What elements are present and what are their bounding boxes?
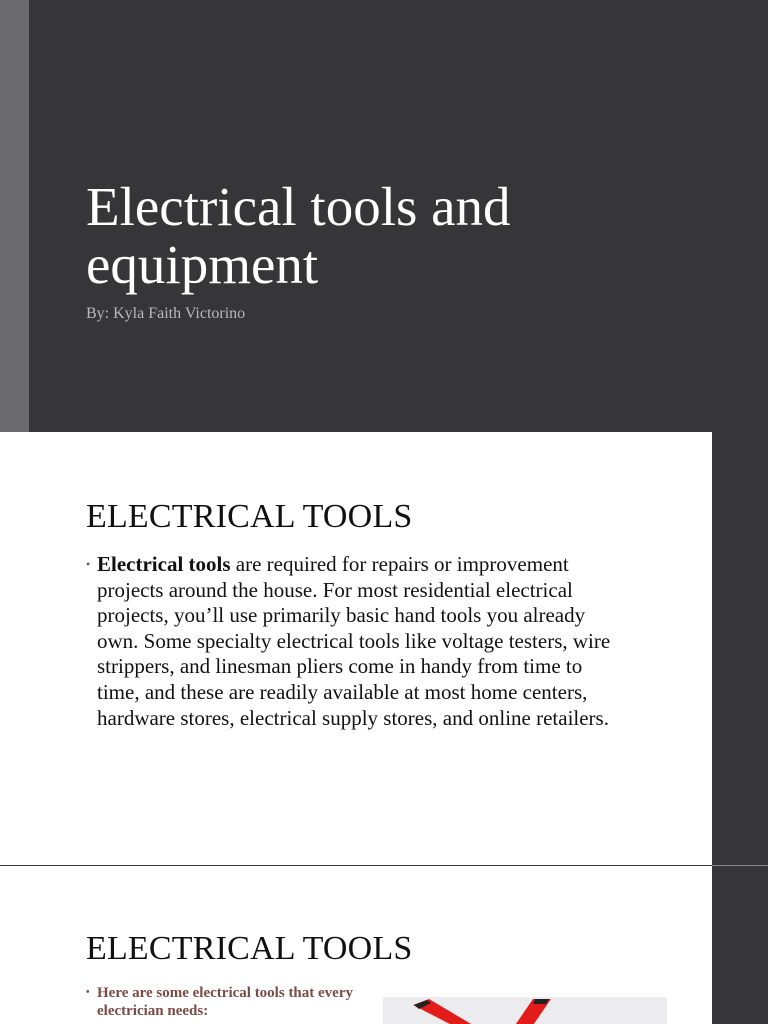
slide-heading: ELECTRICAL TOOLS xyxy=(86,930,413,967)
accent-bar xyxy=(0,0,29,432)
pliers-icon xyxy=(383,997,667,1024)
bullet-icon: • xyxy=(86,557,91,571)
content-slide-1 xyxy=(0,432,712,865)
pliers-photo xyxy=(383,997,667,1024)
slide-heading: ELECTRICAL TOOLS xyxy=(86,498,413,535)
slide-divider xyxy=(712,865,768,866)
bullet-text xyxy=(97,552,616,731)
bullet-icon: • xyxy=(86,987,90,998)
content-slide-2 xyxy=(0,866,712,1024)
bullet-bold-term: Electrical tools xyxy=(97,552,231,576)
title-slide xyxy=(0,0,768,432)
author-byline: By: Kyla Faith Victorino xyxy=(86,305,246,322)
bullet-text: Here are some electrical tools that every electrician needs: xyxy=(97,985,353,1019)
bullet-item xyxy=(86,552,616,731)
presentation-title: Electrical tools and equipment xyxy=(86,176,511,295)
slide-gap-strip xyxy=(712,432,768,1024)
bullet-item xyxy=(86,984,356,1020)
bullet-body: are required for repairs or improvement projects around the house. For most residential electrical projects, you’ll use primarily basic hand tools you already own. Some specialty electrical tools like voltage testers, wire strippers, and linesman pliers come in handy from time to time, and these are readily available at most home centers, hardware stores, electrical supply stores, and online retailers. xyxy=(97,552,611,730)
